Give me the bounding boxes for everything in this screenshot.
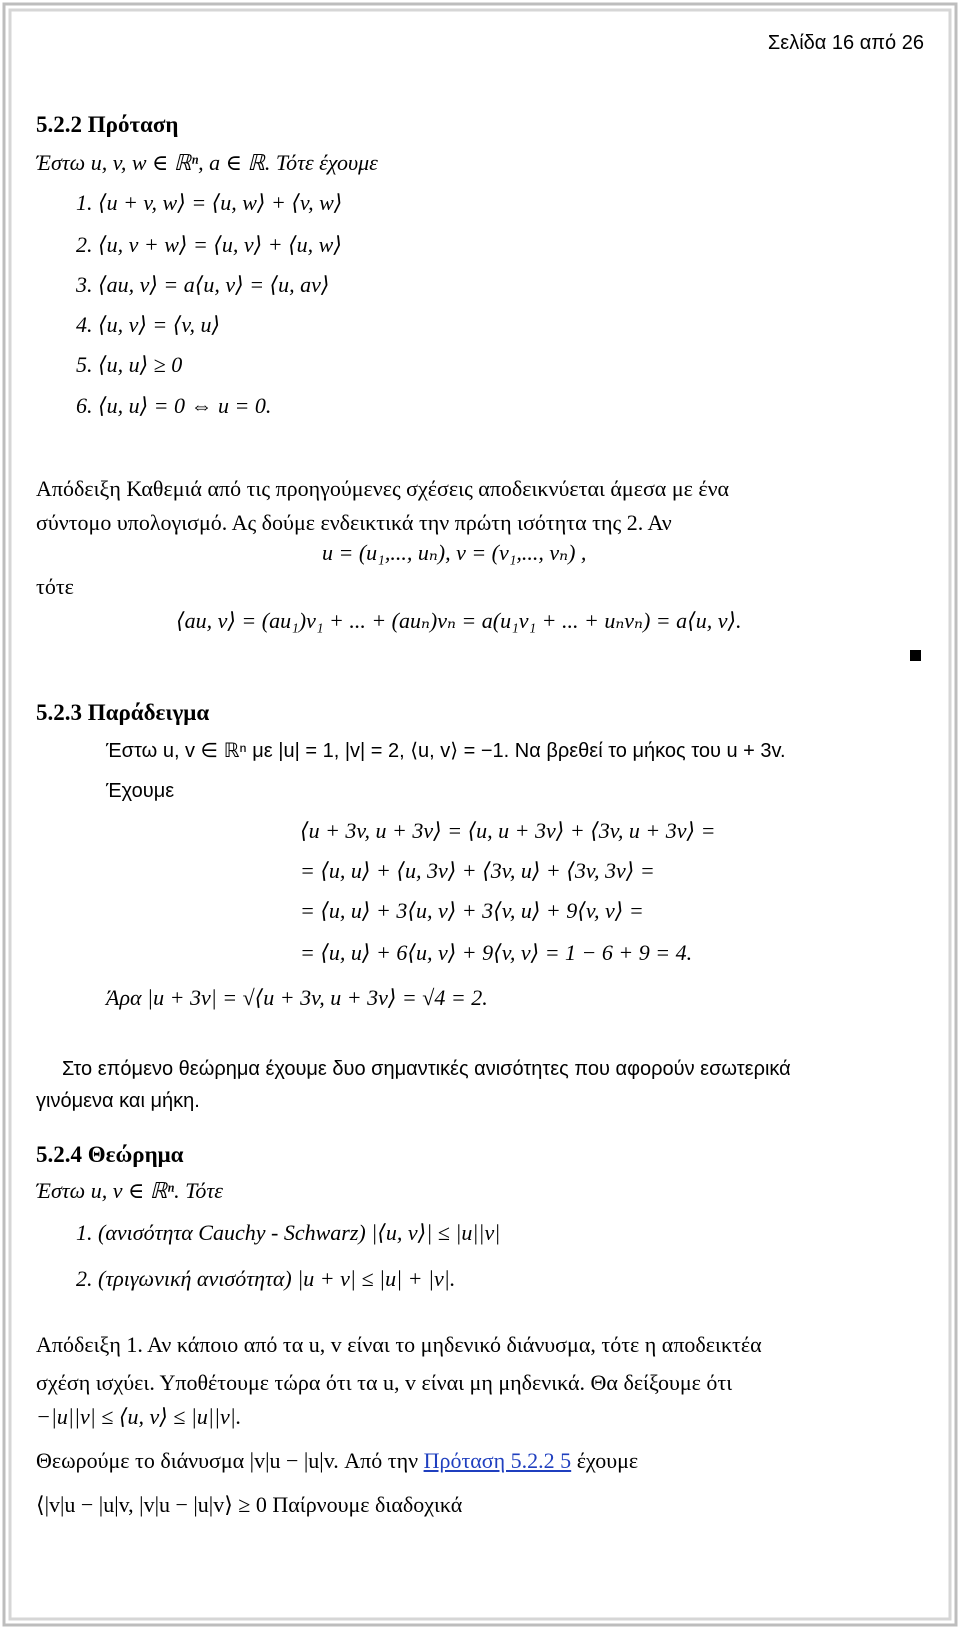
proof-524-line2: σχέση ισχύει. Υποθέτουμε τώρα ότι τα u, v είναι μη μηδενικά. Θα δείξουμε ότι (36, 1370, 733, 1395)
theorem-intro: Έστω u, v ∈ ℝⁿ. Τότε (36, 1178, 223, 1203)
proof-522-line1: Απόδειξη Καθεμιά από τις προηγούμενες σχέσεις αποδεικνύεται άμεσα με ένα (36, 476, 730, 501)
section-title-thm-524: 5.2.4 Θεώρημα (36, 1142, 184, 1167)
example-eq-4: = ⟨u, u⟩ + 6⟨u, v⟩ + 9⟨v, v⟩ = 1 − 6 + 9 = 4. (300, 940, 693, 965)
prop-item-2: 2. ⟨u, v + w⟩ = ⟨u, v⟩ + ⟨u, w⟩ (76, 232, 342, 257)
transition-line1: Στο επόμενο θεώρημα έχουμε δυο σημαντικές ανισότητες που αφορούν εσωτερικά (62, 1058, 791, 1080)
prop-item-6: 6. ⟨u, u⟩ = 0 ⇔ u = 0. (76, 393, 272, 418)
prop-item-3: 3. ⟨au, v⟩ = a⟨u, v⟩ = ⟨u, av⟩ (76, 272, 330, 297)
proposition-522-link[interactable]: Πρόταση 5.2.2 5 (423, 1448, 572, 1473)
proof-524-line4 (36, 1448, 638, 1474)
page-header: Σελίδα 16 από 26 (767, 32, 924, 54)
echoume-word: Έχουμε (106, 780, 175, 802)
qed-square-icon (910, 650, 921, 661)
proof-522-line2: σύντομο υπολογισμό. Ας δούμε ενδεικτικά την πρώτη ισότητα της 2. Αν (36, 510, 672, 535)
prop-item-4: 4. ⟨u, v⟩ = ⟨v, u⟩ (76, 312, 221, 337)
prop-item-1: 1. ⟨u + v, w⟩ = ⟨u, w⟩ + ⟨v, w⟩ (76, 190, 343, 215)
section-title-ex-523: 5.2.3 Παράδειγμα (36, 700, 210, 725)
proof-524-inequality: −|u||v| ≤ ⟨u, v⟩ ≤ |u||v|. (36, 1404, 242, 1429)
proof-524-line4-tail: έχουμε (576, 1448, 639, 1473)
equation-main: ⟨au, v⟩ = (au₁)v₁ + ... + (auₙ)vₙ = a(u₁v₁ + ... + uₙvₙ) = a⟨u, v⟩. (176, 608, 742, 633)
theorem-item-1: 1. (ανισότητα Cauchy - Schwarz) |⟨u, v⟩| ≤ |u||v| (76, 1220, 501, 1245)
example-eq-3: = ⟨u, u⟩ + 3⟨u, v⟩ + 3⟨v, u⟩ + 9⟨v, v⟩ = (300, 898, 644, 923)
example-statement: Έστω u, v ∈ ℝⁿ με |u| = 1, |v| = 2, ⟨u, v⟩ = −1. Να βρεθεί το μήκος του u + 3v. (106, 740, 786, 762)
example-eq-2: = ⟨u, u⟩ + ⟨u, 3v⟩ + ⟨3v, u⟩ + ⟨3v, 3v⟩ = (300, 858, 655, 883)
prop-522-intro: Έστω u, v, w ∈ ℝⁿ, a ∈ ℝ. Τότε έχουμε (36, 150, 378, 175)
proof-524-line1: Απόδειξη 1. Αν κάποιο από τα u, v είναι το μηδενικό διάνυσμα, τότε η αποδεικτέα (36, 1332, 762, 1357)
example-eq-1: ⟨u + 3v, u + 3v⟩ = ⟨u, u + 3v⟩ + ⟨3v, u + 3v⟩ = (300, 818, 716, 843)
equation-uv-def: u = (u₁,..., uₙ), v = (v₁,..., vₙ) , (322, 540, 587, 565)
theorem-item-2: 2. (τριγωνική ανισότητα) |u + v| ≤ |u| + |v|. (76, 1266, 456, 1291)
section-title-prop-522: 5.2.2 Πρόταση (36, 112, 179, 137)
tote-word: τότε (36, 574, 74, 599)
transition-line2: γινόμενα και μήκη. (36, 1090, 200, 1112)
proof-524-line4-text: Θεωρούμε το διάνυσμα |v|u − |u|v. Από την (36, 1448, 419, 1473)
prop-item-5: 5. ⟨u, u⟩ ≥ 0 (76, 352, 183, 377)
proof-524-line5: ⟨|v|u − |u|v, |v|u − |u|v⟩ ≥ 0 Παίρνουμε διαδοχικά (36, 1492, 463, 1517)
example-result: Άρα |u + 3v| = √⟨u + 3v, u + 3v⟩ = √4 = 2. (106, 985, 488, 1010)
